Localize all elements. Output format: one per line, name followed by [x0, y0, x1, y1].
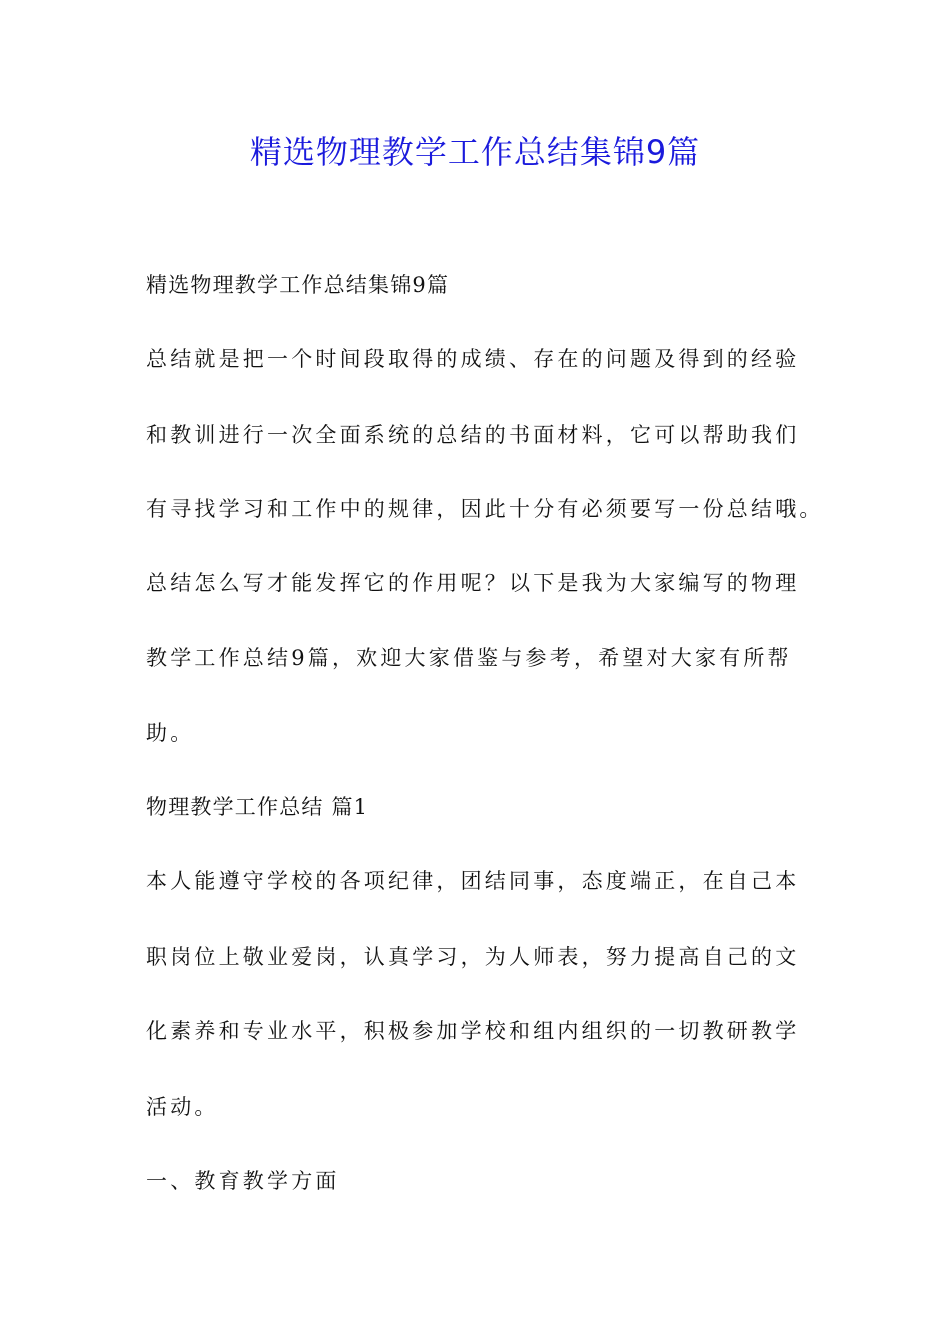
intro-line-3: 有寻找学习和工作中的规律，因此十分有必须要写一份总结哦。 — [146, 497, 824, 521]
body-line-2: 职岗位上敬业爱岗，认真学习，为人师表，努力提高自己的文 — [146, 945, 800, 969]
intro-line-1: 总结就是把一个时间段取得的成绩、存在的问题及得到的经验 — [146, 347, 800, 371]
intro-line-5: 教学工作总结9篇，欢迎大家借鉴与参考，希望对大家有所帮 — [146, 646, 792, 670]
subtitle-line: 精选物理教学工作总结集锦9篇 — [146, 273, 450, 297]
body-line-3: 化素养和专业水平，积极参加学校和组内组织的一切教研教学 — [146, 1019, 800, 1043]
body-line-4: 活动。 — [146, 1095, 219, 1119]
section-heading-1: 物理教学工作总结 篇1 — [146, 795, 369, 819]
body-line-1: 本人能遵守学校的各项纪律，团结同事，态度端正，在自己本 — [146, 869, 800, 893]
intro-line-6: 助。 — [146, 721, 195, 745]
intro-line-2: 和教训进行一次全面系统的总结的书面材料，它可以帮助我们 — [146, 423, 800, 447]
subsection-heading: 一、教育教学方面 — [146, 1169, 340, 1193]
document-title: 精选物理教学工作总结集锦9篇 — [249, 133, 701, 171]
intro-line-4: 总结怎么写才能发挥它的作用呢？以下是我为大家编写的物理 — [146, 571, 800, 595]
